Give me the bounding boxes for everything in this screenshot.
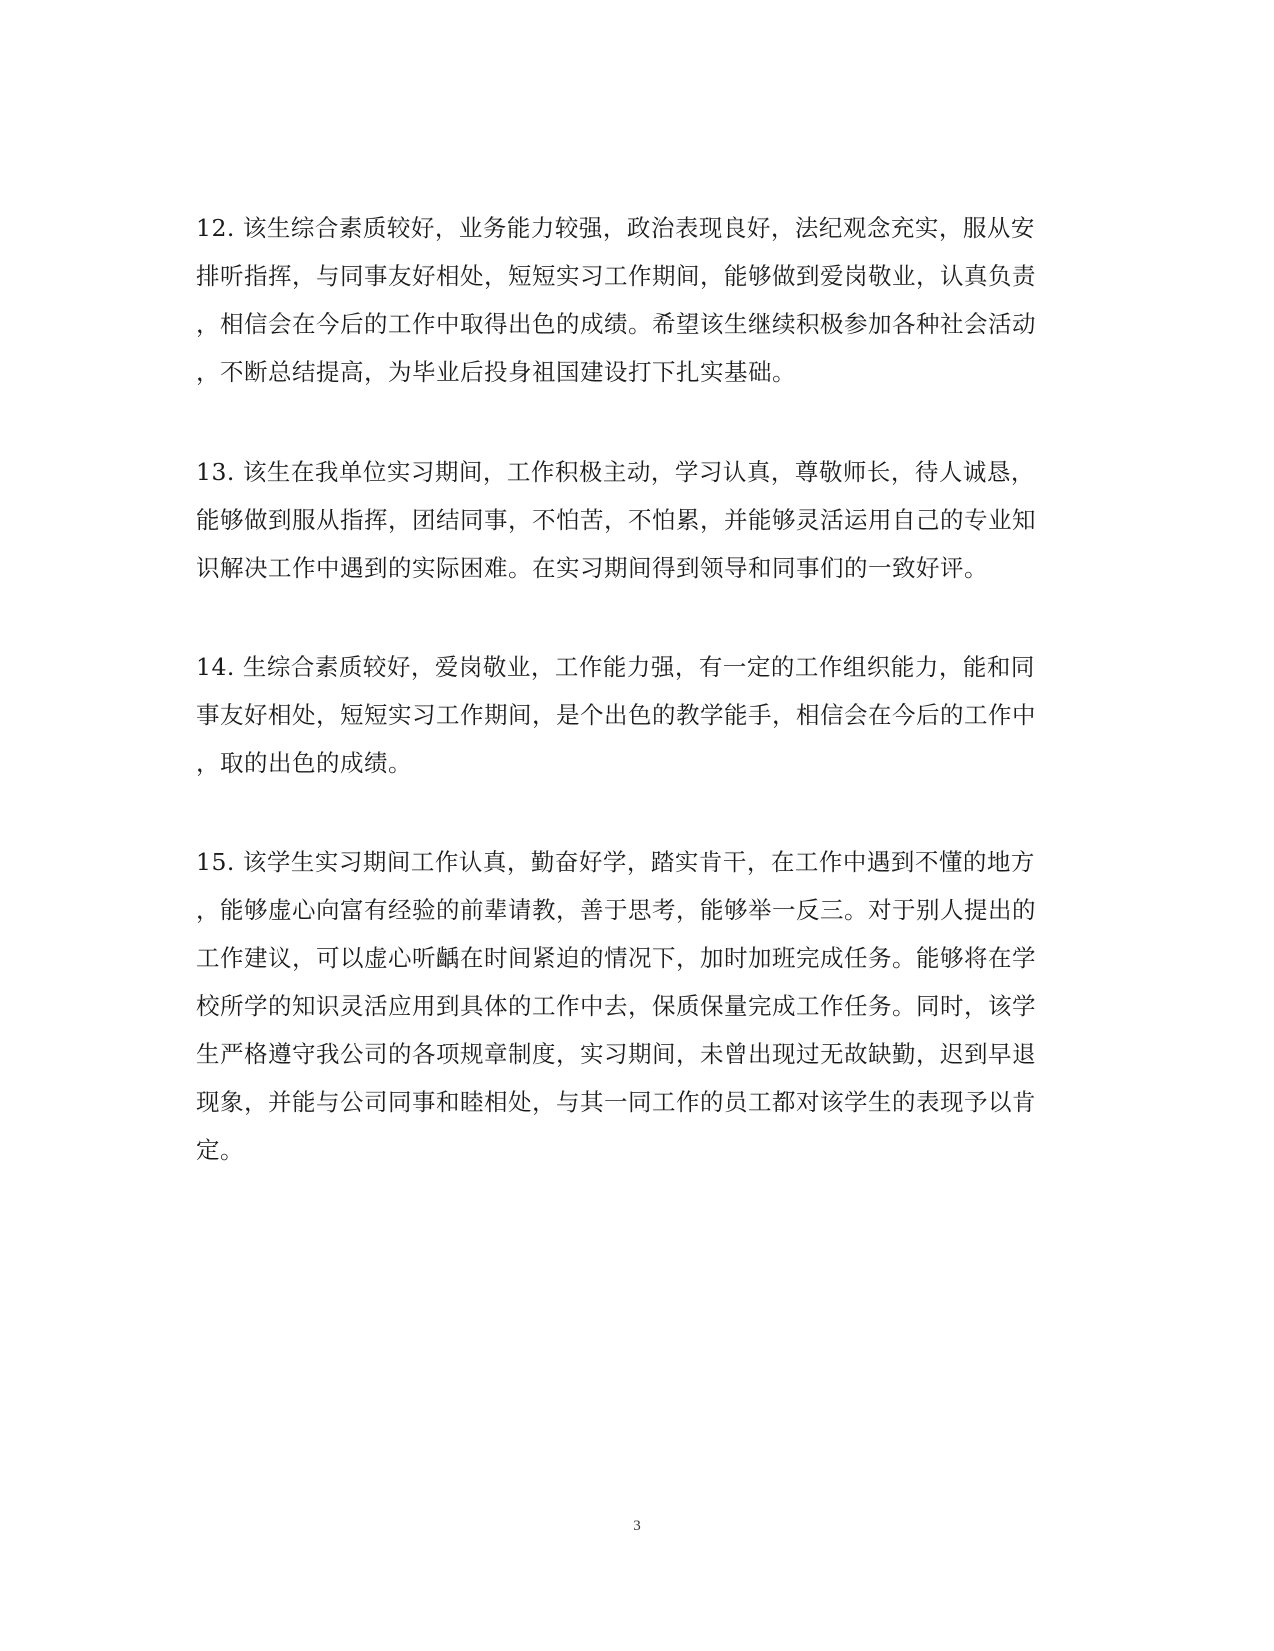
paragraph-line: 15. 该学生实习期间工作认真，勤奋好学，踏实肯干，在工作中遇到不懂的地方: [196, 848, 1035, 876]
paragraph-line: 排听指挥，与同事友好相处，短短实习工作期间，能够做到爱岗敬业，认真负责: [196, 262, 1036, 290]
page-number: 3: [633, 1518, 641, 1534]
paragraph-line: 12. 该生综合素质较好，业务能力较强，政治表现良好，法纪观念充实，服从安: [196, 214, 1035, 242]
paragraph-line: 生严格遵守我公司的各项规章制度，实习期间，未曾出现过无故缺勤，迟到早退: [196, 1040, 1036, 1068]
paragraph-line: 能够做到服从指挥，团结同事，不怕苦，不怕累，并能够灵活运用自己的专业知: [196, 506, 1036, 534]
paragraph-line: 校所学的知识灵活应用到具体的工作中去，保质保量完成工作任务。同时，该学: [196, 992, 1036, 1020]
paragraph-line: 13. 该生在我单位实习期间，工作积极主动，学习认真，尊敬师长，待人诚恳，: [196, 458, 1035, 486]
paragraph-line: ，不断总结提高，为毕业后投身祖国建设打下扎实基础。: [196, 358, 796, 386]
paragraph-line: 定。: [196, 1136, 244, 1164]
paragraph-line: ，取的出色的成绩。: [196, 749, 412, 777]
paragraph-item-15: [196, 838, 1076, 1174]
paragraph-line: ，能够虚心向富有经验的前辈请教，善于思考，能够举一反三。对于别人提出的: [196, 896, 1036, 924]
paragraph-line: 工作建议，可以虚心听齲在时间紧迫的情况下，加时加班完成任务。能够将在学: [196, 944, 1036, 972]
paragraph-line: 事友好相处，短短实习工作期间，是个出色的教学能手，相信会在今后的工作中: [196, 701, 1036, 729]
paragraph-item-14: [196, 643, 1076, 787]
paragraph-line: ，相信会在今后的工作中取得出色的成绩。希望该生继续积极参加各种社会活动: [196, 310, 1036, 338]
paragraph-item-13: [196, 448, 1076, 592]
paragraph-line: 识解决工作中遇到的实际困难。在实习期间得到领导和同事们的一致好评。: [196, 554, 988, 582]
paragraph-item-12: [196, 204, 1076, 396]
paragraph-line: 14. 生综合素质较好，爱岗敬业，工作能力强，有一定的工作组织能力，能和同: [196, 653, 1035, 681]
paragraph-line: 现象，并能与公司同事和睦相处，与其一同工作的员工都对该学生的表现予以肯: [196, 1088, 1036, 1116]
